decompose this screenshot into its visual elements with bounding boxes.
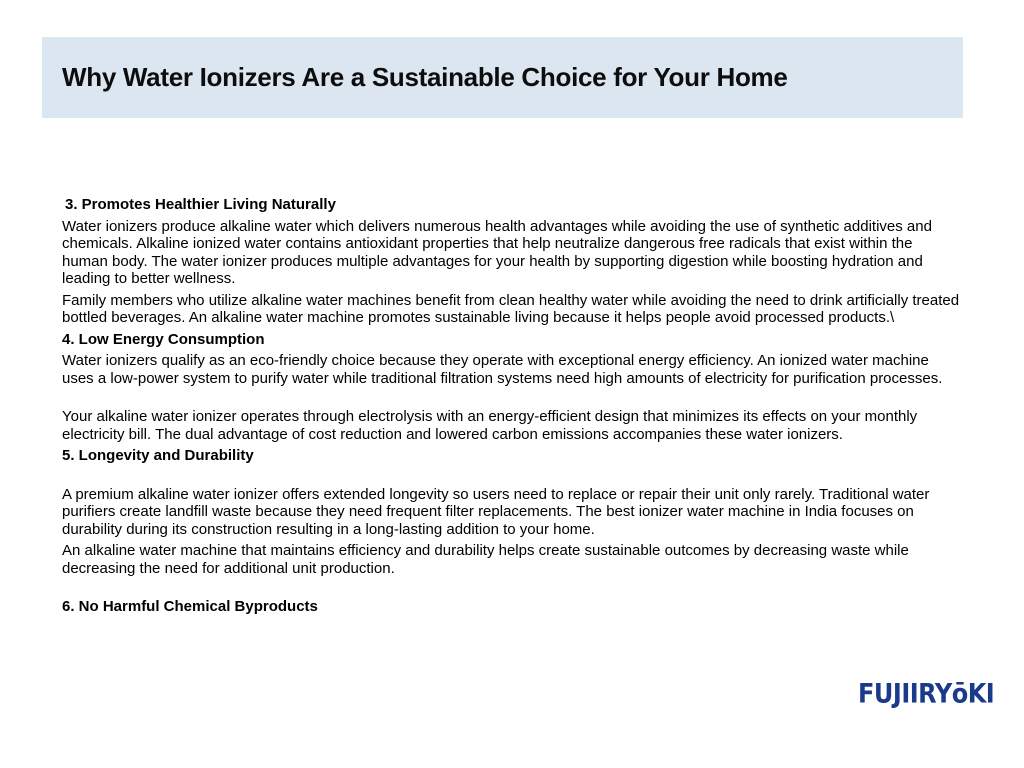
spacer: [62, 581, 962, 598]
section-heading-6: 6. No Harmful Chemical Byproducts: [62, 598, 318, 615]
section-5-paragraph-1: A premium alkaline water ionizer offers extended longevity so users need to replace or repair their unit only rarely. Traditional water purifiers create landfill waste because they need frequent filter replacements. The best ionizer water machine in India focuses on durability during its construction resulting in a long-lasting addition to your home.: [62, 485, 930, 538]
section-heading-3: 3. Promotes Healthier Living Naturally: [65, 196, 336, 213]
title-bar: [42, 37, 963, 118]
spacer: [62, 391, 962, 408]
slide-title: Why Water Ionizers Are a Sustainable Choice for Your Home: [62, 62, 788, 92]
section-3-paragraph-1: Water ionizers produce alkaline water which delivers numerous health advantages while avoiding the use of synthetic additives and chemicals. Alkaline ionized water contains antioxidant properties that help neutralize dangerous free radicals that exist within the human body. The water ionizer produces multiple advantages for your health by supporting digestion while boosting hydration and leading to better wellness.: [62, 217, 932, 287]
section-heading-5: 5. Longevity and Durability: [62, 447, 254, 464]
slide-content: [62, 196, 962, 620]
section-4-paragraph-2: Your alkaline water ionizer operates through electrolysis with an energy-efficient design that minimizes its effects on your monthly electricity bill. The dual advantage of cost reduction and lowered carbon emissions accompanies these water ionizers.: [62, 408, 918, 443]
spacer: [62, 469, 962, 486]
section-3-paragraph-2: Family members who utilize alkaline water machines benefit from clean healthy water while avoiding the need to drink artificially treated bottled beverages. An alkaline water machine promotes sustainable living because it helps people avoid processed products.\: [62, 291, 960, 326]
section-4-paragraph-1: Water ionizers qualify as an eco-friendly choice because they operate with exceptional energy efficiency. An ionized water machine uses a low-power system to purify water while traditional filtration systems need high amounts of electricity for purification processes.: [62, 352, 943, 387]
section-5-paragraph-2: An alkaline water machine that maintains efficiency and durability helps create sustainable outcomes by decreasing waste while decreasing the need for additional unit production.: [62, 542, 909, 577]
section-heading-4: 4. Low Energy Consumption: [62, 330, 265, 348]
brand-logo: FUJIIRYōKI: [858, 678, 995, 710]
